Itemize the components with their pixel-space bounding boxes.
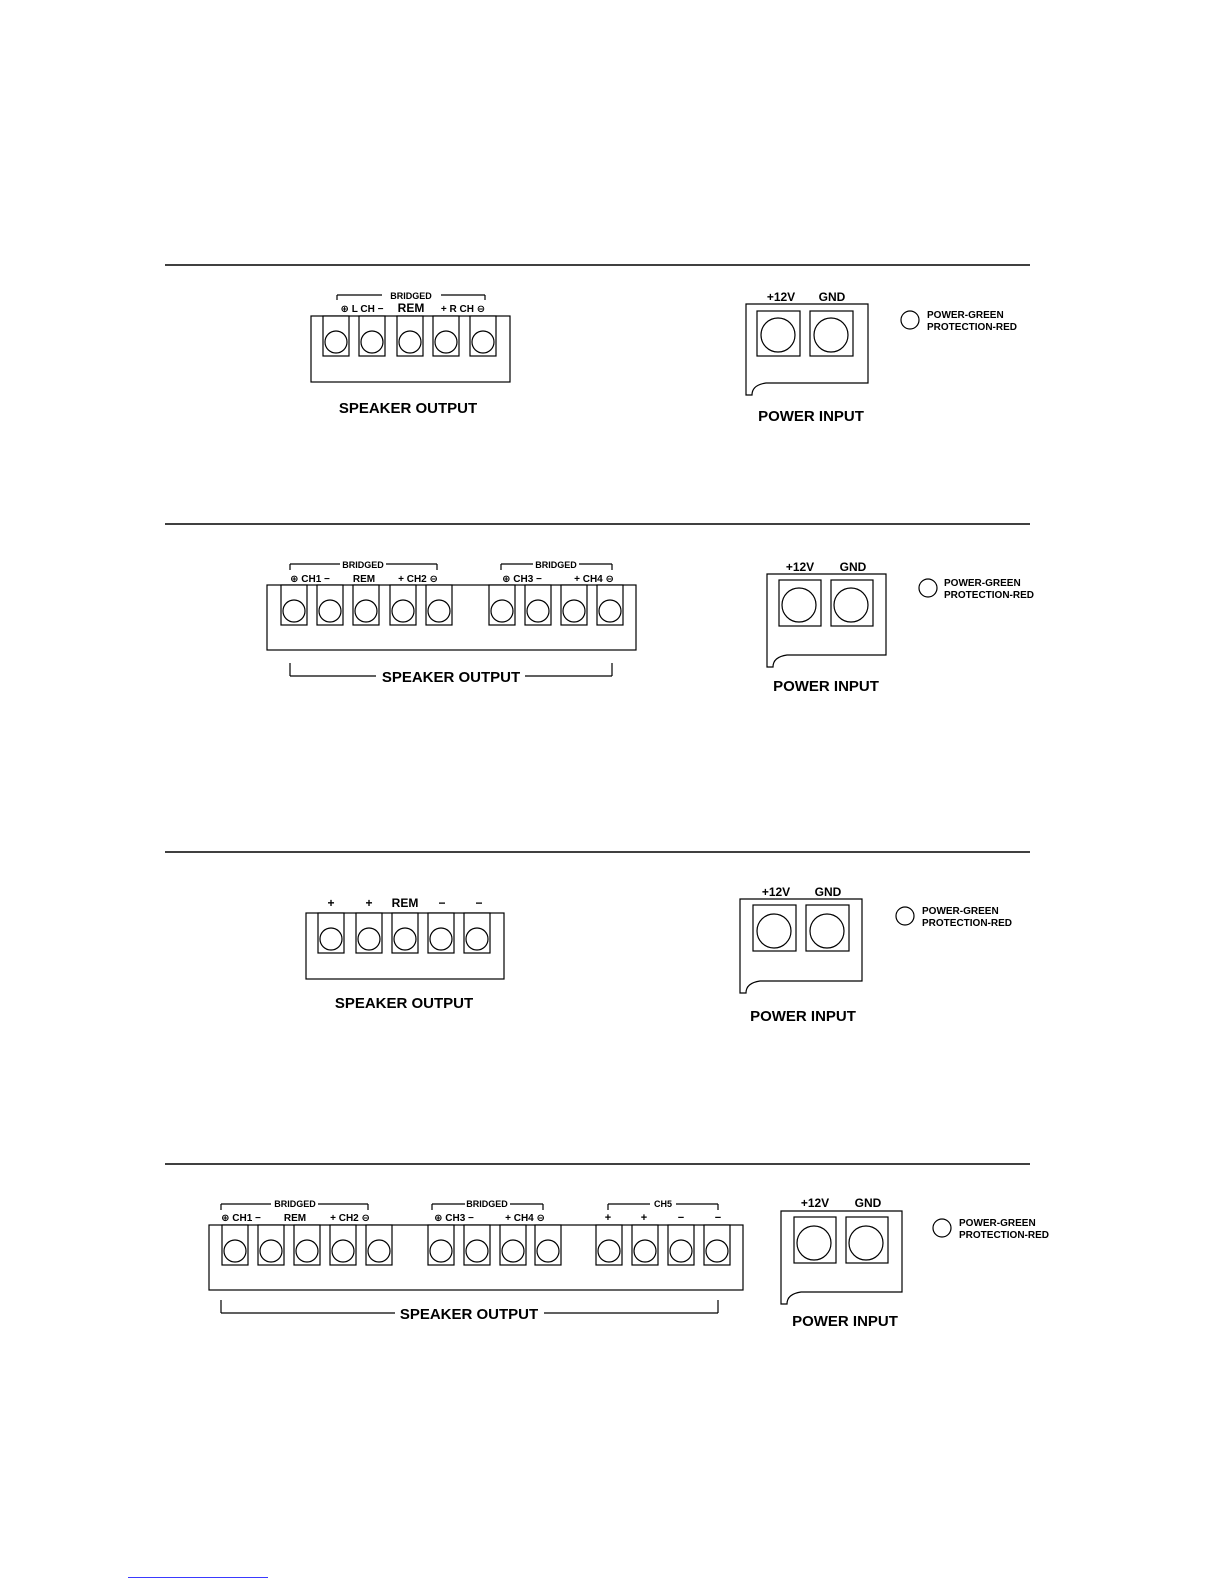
terminal-label-ch2: + CH2 ⊖ xyxy=(398,574,438,585)
screw-icon xyxy=(466,1240,488,1262)
led-indicator-icon xyxy=(919,579,937,597)
screw-icon xyxy=(782,588,816,622)
screw-icon xyxy=(563,600,585,622)
screw-icon xyxy=(260,1240,282,1262)
plus-12v-label: +12V xyxy=(766,290,796,304)
bridged-label: BRIDGED xyxy=(535,560,577,570)
screw-icon xyxy=(392,600,414,622)
speaker-output-label: SPEAKER OUTPUT xyxy=(334,995,474,1012)
screw-icon xyxy=(757,914,791,948)
panel-3 xyxy=(165,852,1030,1025)
led-protection-red-label: PROTECTION-RED xyxy=(959,1230,1049,1241)
power-input-block xyxy=(781,1196,902,1330)
terminal-label-ch3: ⊕ CH3 − xyxy=(502,574,542,585)
led-protection-red-label: PROTECTION-RED xyxy=(927,322,1017,333)
terminal-label-ch5-plus: + xyxy=(640,1212,648,1224)
power-input-block xyxy=(767,560,886,695)
screw-icon xyxy=(814,318,848,352)
gnd-label: GND xyxy=(818,290,846,304)
screw-icon xyxy=(320,928,342,950)
led-power-green-label: POWER-GREEN xyxy=(927,310,1004,321)
terminal-label-ch1: ⊕ CH1 − xyxy=(221,1213,261,1224)
led-indicator-icon xyxy=(896,907,914,925)
gnd-label: GND xyxy=(839,560,867,574)
terminal-label-ch5-minus: − xyxy=(714,1212,722,1224)
gnd-label: GND xyxy=(854,1196,882,1210)
power-input-label: POWER INPUT xyxy=(750,1008,856,1025)
screw-icon xyxy=(332,1240,354,1262)
terminal-label-ch1: ⊕ CH1 − xyxy=(290,574,330,585)
gnd-label: GND xyxy=(814,885,842,899)
panel-1 xyxy=(165,265,1030,425)
terminal-label-rem: REM xyxy=(352,574,376,585)
speaker-terminal-block xyxy=(267,560,636,686)
screw-icon xyxy=(810,914,844,948)
screw-icon xyxy=(319,600,341,622)
screw-icon xyxy=(761,318,795,352)
screw-icon xyxy=(599,600,621,622)
led-power-green-label: POWER-GREEN xyxy=(959,1218,1036,1229)
screw-icon xyxy=(224,1240,246,1262)
screw-icon xyxy=(399,331,421,353)
screw-icon xyxy=(491,600,513,622)
terminal-label-lch: ⊕ L CH − xyxy=(340,304,384,315)
screw-icon xyxy=(368,1240,390,1262)
plus-12v-label: +12V xyxy=(785,560,815,574)
screw-icon xyxy=(361,331,383,353)
screw-icon xyxy=(706,1240,728,1262)
terminal-label-rch: + R CH ⊖ xyxy=(440,304,486,315)
power-input-block xyxy=(746,290,868,425)
led-protection-red-label: PROTECTION-RED xyxy=(922,918,1012,929)
bridged-label: BRIDGED xyxy=(466,1199,508,1209)
footer-link-underline[interactable] xyxy=(128,1577,268,1578)
screw-icon xyxy=(670,1240,692,1262)
panel-2 xyxy=(165,524,1034,695)
terminal-label-minus: − xyxy=(438,896,446,910)
terminal-label-rem: REM xyxy=(283,1213,307,1224)
screw-icon xyxy=(472,331,494,353)
screw-icon xyxy=(325,331,347,353)
terminal-label-ch4: + CH4 ⊖ xyxy=(574,574,614,585)
status-led xyxy=(901,310,1017,333)
terminal-label-minus: − xyxy=(475,896,483,910)
bridged-label: BRIDGED xyxy=(390,291,432,301)
screw-icon xyxy=(834,588,868,622)
terminal-label-plus: + xyxy=(327,896,335,910)
screw-icon xyxy=(598,1240,620,1262)
screw-icon xyxy=(537,1240,559,1262)
terminal-label-rem: REM xyxy=(397,301,425,315)
power-input-label: POWER INPUT xyxy=(758,408,864,425)
screw-icon xyxy=(296,1240,318,1262)
screw-icon xyxy=(428,600,450,622)
speaker-terminal-block xyxy=(311,291,510,417)
speaker-output-label: SPEAKER OUTPUT xyxy=(338,400,478,417)
led-power-green-label: POWER-GREEN xyxy=(944,578,1021,589)
led-indicator-icon xyxy=(901,311,919,329)
panel-4 xyxy=(165,1164,1049,1330)
led-indicator-icon xyxy=(933,1219,951,1237)
status-led xyxy=(933,1218,1049,1241)
plus-12v-label: +12V xyxy=(761,885,791,899)
power-input-label: POWER INPUT xyxy=(792,1313,898,1330)
terminal-label-ch5-plus: + xyxy=(604,1212,612,1224)
ch5-label: CH5 xyxy=(653,1199,673,1209)
screw-icon xyxy=(527,600,549,622)
screw-icon xyxy=(502,1240,524,1262)
plus-12v-label: +12V xyxy=(800,1196,830,1210)
bridged-label: BRIDGED xyxy=(274,1199,316,1209)
screw-icon xyxy=(355,600,377,622)
speaker-output-label: SPEAKER OUTPUT xyxy=(381,669,521,686)
speaker-output-label: SPEAKER OUTPUT xyxy=(399,1306,539,1323)
terminal-label-plus: + xyxy=(365,896,373,910)
screw-icon xyxy=(430,928,452,950)
power-input-block xyxy=(740,885,862,1025)
screw-icon xyxy=(394,928,416,950)
screw-icon xyxy=(466,928,488,950)
led-protection-red-label: PROTECTION-RED xyxy=(944,590,1034,601)
power-input-label: POWER INPUT xyxy=(773,678,879,695)
terminal-label-ch4: + CH4 ⊖ xyxy=(505,1213,545,1224)
screw-icon xyxy=(797,1226,831,1260)
bridged-label: BRIDGED xyxy=(342,560,384,570)
screw-icon xyxy=(435,331,457,353)
screw-icon xyxy=(283,600,305,622)
terminal-label-ch5-minus: − xyxy=(677,1212,685,1224)
status-led xyxy=(896,906,1012,929)
terminal-label-ch3: ⊕ CH3 − xyxy=(434,1213,474,1224)
terminal-label-rem: REM xyxy=(391,896,419,910)
speaker-terminal-block xyxy=(306,896,504,1012)
screw-icon xyxy=(430,1240,452,1262)
status-led xyxy=(919,578,1034,601)
screw-icon xyxy=(358,928,380,950)
speaker-terminal-block xyxy=(209,1199,743,1323)
screw-icon xyxy=(849,1226,883,1260)
terminal-label-ch2: + CH2 ⊖ xyxy=(330,1213,370,1224)
screw-icon xyxy=(634,1240,656,1262)
led-power-green-label: POWER-GREEN xyxy=(922,906,999,917)
